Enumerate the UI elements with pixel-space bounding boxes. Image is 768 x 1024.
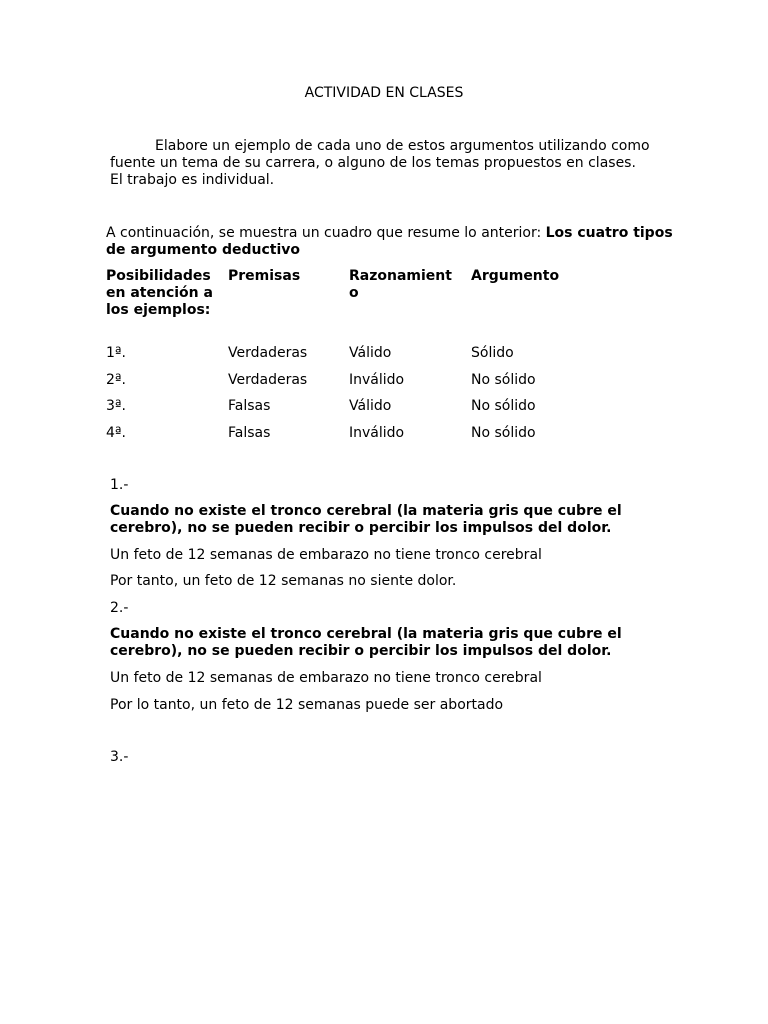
- table-cell: Inválido: [349, 372, 405, 388]
- example-number-3: 3.-: [110, 749, 129, 765]
- table-cell: Verdaderas: [228, 372, 308, 388]
- table-cell: 2ª.: [106, 372, 126, 388]
- table-intro-text: A continuación, se muestra un cuadro que resume lo anterior:: [106, 225, 546, 241]
- table-header-razonamiento: Razonamiento: [349, 268, 452, 301]
- instructions-line-2: fuente un tema de su carrera, o alguno de los temas propuestos en clases.: [110, 155, 636, 171]
- table-cell: 4ª.: [106, 425, 126, 441]
- example-2-minor-premise: Un feto de 12 semanas de embarazo no tiene tronco cerebral: [110, 670, 542, 686]
- table-cell: No sólido: [471, 425, 536, 441]
- instructions-line-1: Elabore un ejemplo de cada uno de estos argumentos utilizando como: [155, 138, 650, 154]
- table-intro-paragraph: [106, 225, 696, 259]
- example-1-conclusion: Por tanto, un feto de 12 semanas no siente dolor.: [110, 573, 457, 589]
- example-number-2: 2.-: [110, 600, 129, 616]
- table-cell: Válido: [349, 398, 392, 414]
- table-header-posibilidades: Posibilidades en atención a los ejemplos:: [106, 268, 213, 318]
- table-header-premisas: Premisas: [228, 268, 301, 284]
- table-cell: Falsas: [228, 398, 271, 414]
- table-cell: Inválido: [349, 425, 405, 441]
- table-cell: Sólido: [471, 345, 514, 361]
- table-caption: Los cuatro tipos de argumento deductivo: [106, 225, 673, 258]
- table-cell: 1ª.: [106, 345, 126, 361]
- table-header-argumento: Argumento: [471, 268, 560, 284]
- example-number-1: 1.-: [110, 477, 129, 493]
- table-cell: Válido: [349, 345, 392, 361]
- table-cell: No sólido: [471, 372, 536, 388]
- table-cell: 3ª.: [106, 398, 126, 414]
- instructions-line-3: El trabajo es individual.: [110, 172, 275, 188]
- example-2-major-premise: Cuando no existe el tronco cerebral (la materia gris que cubre el cerebro), no se pueden recibir o percibir los impulsos del dolor.: [110, 626, 622, 659]
- example-2-conclusion: Por lo tanto, un feto de 12 semanas puede ser abortado: [110, 697, 504, 713]
- table-cell: Verdaderas: [228, 345, 308, 361]
- document-title: ACTIVIDAD EN CLASES: [304, 85, 464, 101]
- table-cell: No sólido: [471, 398, 536, 414]
- instructions-paragraph: [110, 138, 670, 189]
- example-1-major-premise: Cuando no existe el tronco cerebral (la materia gris que cubre el cerebro), no se pueden recibir o percibir los impulsos del dolor.: [110, 503, 622, 536]
- table-cell: Falsas: [228, 425, 271, 441]
- example-1-minor-premise: Un feto de 12 semanas de embarazo no tiene tronco cerebral: [110, 547, 542, 563]
